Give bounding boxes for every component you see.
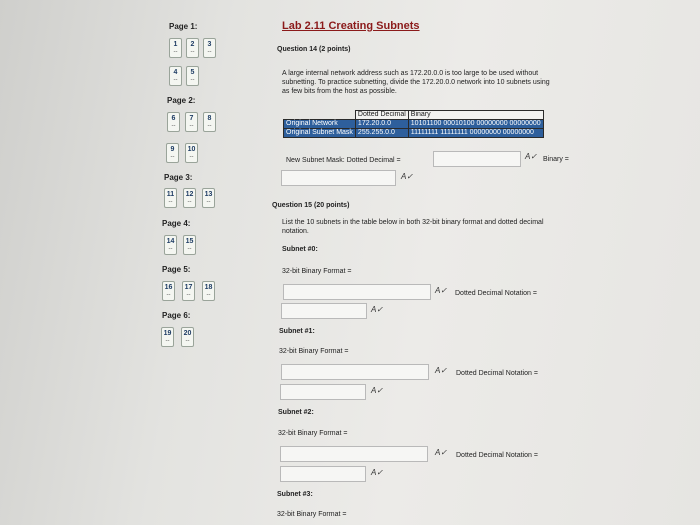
question-button-15[interactable]: 15 -- bbox=[183, 235, 196, 255]
question-button-2[interactable]: 2 -- bbox=[186, 38, 199, 58]
spell-check-icon[interactable]: A✓ bbox=[435, 366, 448, 375]
question-button-1[interactable]: 1 -- bbox=[169, 38, 182, 58]
page-label-2: Page 2: bbox=[167, 96, 196, 105]
subnet-0-label: Subnet #0: bbox=[282, 246, 318, 253]
subnet-2-dotted-input[interactable] bbox=[280, 466, 366, 482]
question-15-text-line1: List the 10 subnets in the table below in both 32-bit binary format and dotted decimal bbox=[282, 219, 544, 226]
table-cell-binary: 10101100 00010100 00000000 00000000 bbox=[408, 120, 543, 129]
subnet-1-dotted-input[interactable] bbox=[280, 384, 366, 400]
new-subnet-mask-dotted-input[interactable] bbox=[433, 151, 521, 167]
lab-title: Lab 2.11 Creating Subnets bbox=[282, 20, 420, 32]
page-label-4: Page 4: bbox=[162, 219, 191, 228]
spell-check-icon[interactable]: A✓ bbox=[371, 468, 384, 477]
subnet-0-dotted-input[interactable] bbox=[281, 303, 367, 319]
question-button-5[interactable]: 5 -- bbox=[186, 66, 199, 86]
question-button-7[interactable]: 7 -- bbox=[185, 112, 198, 132]
spell-check-icon[interactable]: A✓ bbox=[371, 386, 384, 395]
spell-check-icon[interactable]: A✓ bbox=[435, 286, 448, 295]
spell-check-icon[interactable]: A✓ bbox=[435, 448, 448, 457]
table-row bbox=[284, 120, 544, 129]
question-button-10[interactable]: 10 -- bbox=[185, 143, 198, 163]
table-row bbox=[284, 129, 544, 138]
page-label-5: Page 5: bbox=[162, 265, 191, 274]
question-button-11[interactable]: 11 -- bbox=[164, 188, 177, 208]
table-corner-cell bbox=[284, 111, 356, 120]
table-header-binary: Binary bbox=[408, 111, 543, 120]
question-button-13[interactable]: 13 -- bbox=[202, 188, 215, 208]
new-subnet-mask-binary-input[interactable] bbox=[281, 170, 396, 186]
subnet-0-dotted-label: Dotted Decimal Notation = bbox=[455, 290, 537, 297]
question-14-text-line1: A large internal network address such as 172.20.0.0 is too large to be used without bbox=[282, 70, 539, 77]
question-button-19[interactable]: 19 -- bbox=[161, 327, 174, 347]
question-button-9[interactable]: 9 -- bbox=[166, 143, 179, 163]
spell-check-icon[interactable]: A✓ bbox=[401, 172, 414, 181]
subnet-2-binary-input[interactable] bbox=[280, 446, 428, 462]
question-button-12[interactable]: 12 -- bbox=[183, 188, 196, 208]
table-header-row bbox=[284, 111, 544, 120]
question-button-8[interactable]: 8 -- bbox=[203, 112, 216, 132]
question-15-text-line2: notation. bbox=[282, 228, 309, 235]
subnet-0-binary-label: 32-bit Binary Format = bbox=[282, 268, 352, 275]
subnet-2-binary-label: 32-bit Binary Format = bbox=[278, 430, 348, 437]
question-button-3[interactable]: 3 -- bbox=[203, 38, 216, 58]
subnet-3-binary-label: 32-bit Binary Format = bbox=[277, 511, 347, 518]
spell-check-icon[interactable]: A✓ bbox=[525, 152, 538, 161]
subnet-1-label: Subnet #1: bbox=[279, 328, 315, 335]
table-cell-dotted: 172.20.0.0 bbox=[355, 120, 408, 129]
table-header-dotted: Dotted Decimal bbox=[355, 111, 408, 120]
subnet-2-label: Subnet #2: bbox=[278, 409, 314, 416]
subnet-1-binary-input[interactable] bbox=[281, 364, 429, 380]
question-button-14[interactable]: 14 -- bbox=[164, 235, 177, 255]
page-label-1: Page 1: bbox=[169, 22, 198, 31]
table-cell-binary: 11111111 11111111 00000000 00000000 bbox=[408, 129, 543, 138]
question-14-text-line3: as few bits from the host as possible. bbox=[282, 88, 397, 95]
page-label-3: Page 3: bbox=[164, 173, 193, 182]
question-button-18[interactable]: 18 -- bbox=[202, 281, 215, 301]
question-button-6[interactable]: 6 -- bbox=[167, 112, 180, 132]
table-cell-dotted: 255.255.0.0 bbox=[355, 129, 408, 138]
subnet-1-binary-label: 32-bit Binary Format = bbox=[279, 348, 349, 355]
page-label-6: Page 6: bbox=[162, 311, 191, 320]
question-button-4[interactable]: 4 -- bbox=[169, 66, 182, 86]
question-button-20[interactable]: 20 -- bbox=[181, 327, 194, 347]
question-15-heading: Question 15 (20 points) bbox=[272, 202, 350, 209]
subnet-2-dotted-label: Dotted Decimal Notation = bbox=[456, 452, 538, 459]
question-button-17[interactable]: 17 -- bbox=[182, 281, 195, 301]
question-14-text-line2: subnetting. To practice subnetting, divide the 172.20.0.0 network into 10 subnets using bbox=[282, 79, 550, 86]
question-14-heading: Question 14 (2 points) bbox=[277, 46, 351, 53]
spell-check-icon[interactable]: A✓ bbox=[371, 305, 384, 314]
question-button-16[interactable]: 16 -- bbox=[162, 281, 175, 301]
subnet-3-label: Subnet #3: bbox=[277, 491, 313, 498]
network-table bbox=[283, 110, 544, 138]
subnet-1-dotted-label: Dotted Decimal Notation = bbox=[456, 370, 538, 377]
binary-label: Binary = bbox=[543, 156, 569, 163]
table-row-label: Original Subnet Mask bbox=[284, 129, 356, 138]
subnet-0-binary-input[interactable] bbox=[283, 284, 431, 300]
new-subnet-mask-label: New Subnet Mask: Dotted Decimal = bbox=[286, 157, 401, 164]
table-row-label: Original Network bbox=[284, 120, 356, 129]
